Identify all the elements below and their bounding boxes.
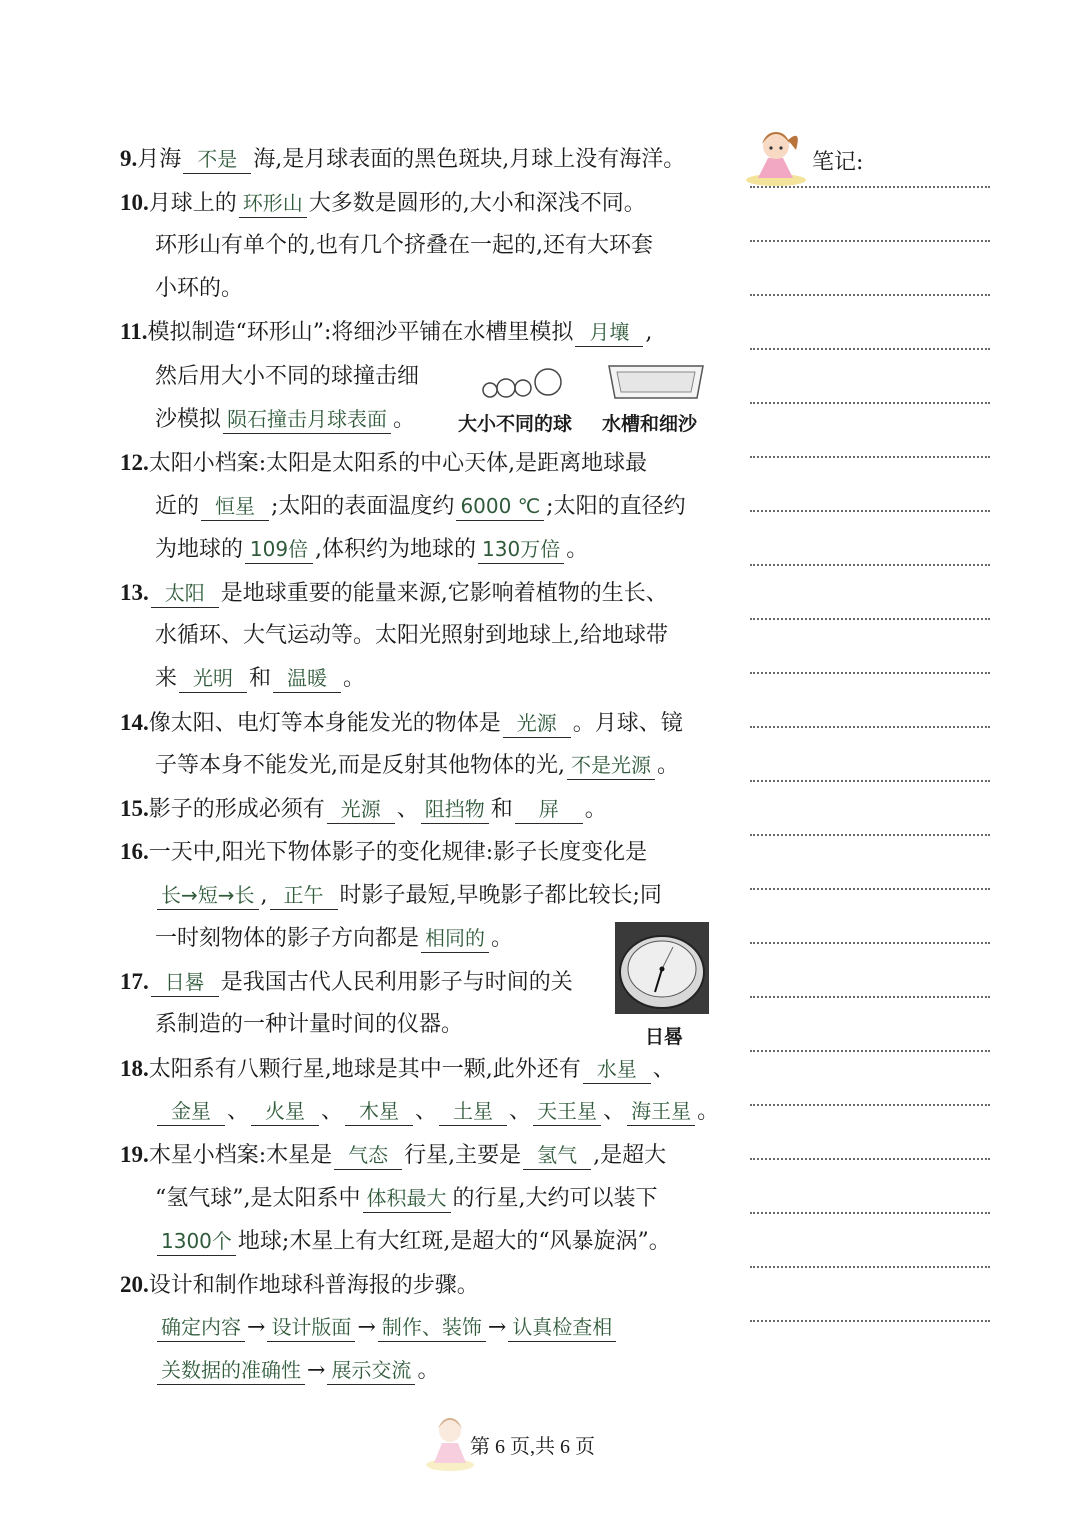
question-number: 12. xyxy=(120,450,149,475)
question-text: ;太阳的表面温度约 xyxy=(271,494,455,519)
question-18-line-2 xyxy=(155,1090,719,1133)
answer-blank[interactable]: 设计版面 xyxy=(267,1313,355,1342)
separator: 、 xyxy=(415,1099,438,1124)
arrow-icon: → xyxy=(247,1315,266,1340)
question-text: 和 xyxy=(249,666,272,691)
question-16 xyxy=(120,830,647,874)
question-text: 子等本身不能发光,而是反射其他物体的光, xyxy=(155,753,565,778)
question-number: 9. xyxy=(120,146,138,171)
question-text: 海,是月球表面的黑色斑块,月球上没有海洋。 xyxy=(253,147,686,172)
question-11-line-2: 然后用大小不同的球撞击细 xyxy=(155,364,420,389)
note-line xyxy=(750,618,990,620)
arrow-icon: → xyxy=(357,1315,376,1340)
question-text: 和 xyxy=(490,797,513,822)
answer-blank[interactable]: 130万倍 xyxy=(478,535,564,564)
question-18 xyxy=(120,1047,675,1091)
question-text: 。 xyxy=(491,926,514,951)
arrow-icon: → xyxy=(487,1315,507,1340)
note-line xyxy=(750,1212,990,1214)
question-19-line-2 xyxy=(155,1177,658,1220)
question-text: 月海 xyxy=(137,147,182,172)
answer-blank[interactable]: 氢气 xyxy=(523,1141,591,1170)
question-14 xyxy=(120,701,683,745)
question-19-line-3 xyxy=(155,1220,671,1263)
answer-blank[interactable]: 海王星 xyxy=(627,1097,695,1126)
answer-blank[interactable]: 温暖 xyxy=(273,664,341,693)
question-13-line-3 xyxy=(155,657,365,700)
notes-title: 笔记: xyxy=(812,150,864,175)
answer-blank[interactable]: 太阳 xyxy=(151,579,219,608)
answer-blank[interactable]: 木星 xyxy=(345,1097,413,1126)
question-text: , xyxy=(645,320,653,345)
question-15 xyxy=(120,787,607,831)
answer-blank[interactable]: 火星 xyxy=(251,1097,319,1126)
question-number: 15. xyxy=(120,796,149,821)
question-text: 木星小档案:木星是 xyxy=(148,1143,333,1168)
question-number: 17. xyxy=(120,969,149,994)
question-text: 是我国古代人民利用影子与时间的关 xyxy=(220,970,573,995)
answer-blank[interactable]: 金星 xyxy=(157,1097,225,1126)
question-text: 是地球重要的能量来源,它影响着植物的生长、 xyxy=(220,581,668,606)
girl-mascot-icon xyxy=(738,118,813,190)
question-20-line-2 xyxy=(155,1306,618,1349)
note-line xyxy=(750,564,990,566)
answer-blank[interactable]: 6000 ℃ xyxy=(456,492,544,521)
question-10-line-3: 小环的。 xyxy=(155,276,244,301)
note-line xyxy=(750,510,990,512)
note-line xyxy=(750,888,990,890)
question-17 xyxy=(120,960,573,1004)
question-16-line-3 xyxy=(155,917,513,960)
question-11 xyxy=(120,310,652,354)
question-text: 、 xyxy=(652,1057,675,1082)
question-text: 行星,主要是 xyxy=(404,1143,522,1168)
question-10 xyxy=(120,181,646,225)
water-tank-caption: 水槽和细沙 xyxy=(602,413,698,435)
question-number: 14. xyxy=(120,710,149,735)
question-text: 来 xyxy=(155,666,178,691)
question-text: ;太阳的直径约 xyxy=(546,494,686,519)
answer-blank[interactable]: 相同的 xyxy=(421,924,489,953)
question-text: 月球上的 xyxy=(148,191,237,216)
water-tank-image xyxy=(605,360,707,404)
question-text: 太阳系有八颗行星,地球是其中一颗,此外还有 xyxy=(148,1057,581,1082)
answer-blank[interactable]: 气态 xyxy=(334,1141,402,1170)
question-14-line-2 xyxy=(155,744,679,787)
answer-blank[interactable]: 日晷 xyxy=(151,968,219,997)
answer-blank[interactable]: 光源 xyxy=(503,709,571,738)
note-line xyxy=(750,1104,990,1106)
question-number: 11. xyxy=(120,319,148,344)
note-line xyxy=(750,834,990,836)
answer-blank[interactable]: 109倍 xyxy=(245,535,313,564)
answer-blank[interactable]: 不是光源 xyxy=(567,751,655,780)
question-text: 模拟制造“环形山”:将细沙平铺在水槽里模拟 xyxy=(147,320,574,345)
question-12-line-2 xyxy=(155,485,686,528)
question-number: 20. xyxy=(120,1272,149,1297)
answer-blank[interactable]: 月壤 xyxy=(575,318,643,347)
note-line xyxy=(750,1320,990,1322)
question-10-line-2: 环形山有单个的,也有几个挤叠在一起的,还有大环套 xyxy=(155,233,653,258)
question-20 xyxy=(120,1263,479,1307)
sundial-caption: 日晷 xyxy=(645,1026,684,1048)
question-number: 13. xyxy=(120,580,149,605)
separator: 、 xyxy=(603,1099,626,1124)
separator: 、 xyxy=(321,1099,344,1124)
answer-blank[interactable]: 光明 xyxy=(179,664,247,693)
question-text: 。 xyxy=(657,753,680,778)
question-20-line-3 xyxy=(155,1349,439,1392)
question-text: 。 xyxy=(584,797,607,822)
question-text: 为地球的 xyxy=(155,537,244,562)
answer-blank[interactable]: 正午 xyxy=(270,881,338,910)
note-line xyxy=(750,1050,990,1052)
question-number: 18. xyxy=(120,1056,149,1081)
question-13 xyxy=(120,571,668,615)
question-text: 。 xyxy=(393,407,416,432)
note-line xyxy=(750,1158,990,1160)
note-line xyxy=(750,996,990,998)
question-13-line-2: 水循环、大气运动等。太阳光照射到地球上,给地球带 xyxy=(155,623,668,648)
question-9 xyxy=(120,137,685,181)
answer-blank[interactable]: 关数据的准确性 xyxy=(157,1356,305,1385)
question-text: 的行星,大约可以装下 xyxy=(452,1186,658,1211)
arrow-icon: → xyxy=(307,1358,326,1383)
separator: 、 xyxy=(509,1099,532,1124)
question-text: 地球;木星上有大红斑,是超大的“风暴旋涡”。 xyxy=(237,1229,671,1254)
question-text: 。 xyxy=(417,1358,440,1383)
answer-blank[interactable]: 陨石撞击月球表面 xyxy=(223,405,391,434)
question-text: 设计和制作地球科普海报的步骤。 xyxy=(148,1273,479,1298)
question-text: 沙模拟 xyxy=(155,407,222,432)
answer-blank[interactable]: 天王星 xyxy=(533,1097,601,1126)
answer-blank[interactable]: 土星 xyxy=(439,1097,507,1126)
question-text: 。 xyxy=(343,666,366,691)
separator: 、 xyxy=(227,1099,250,1124)
note-line xyxy=(750,294,990,296)
question-text: 时影子最短,早晚影子都比较长;同 xyxy=(339,883,662,908)
sundial-image xyxy=(615,922,709,1014)
note-line xyxy=(750,726,990,728)
question-17-line-2: 系制造的一种计量时间的仪器。 xyxy=(155,1012,464,1037)
question-text: 像太阳、电灯等本身能发光的物体是 xyxy=(148,711,501,736)
answer-blank[interactable]: 1300个 xyxy=(157,1227,236,1256)
answer-blank[interactable]: 认真检查相 xyxy=(508,1313,616,1342)
question-text: 太阳小档案:太阳是太阳系的中心天体,是距离地球最 xyxy=(148,451,648,476)
page-footer: 第 6 页,共 6 页 xyxy=(470,1436,595,1458)
note-line xyxy=(750,186,990,188)
answer-blank[interactable]: 恒星 xyxy=(201,492,269,521)
question-text: ,是超大 xyxy=(593,1143,667,1168)
question-text: 影子的形成必须有 xyxy=(148,797,325,822)
answer-blank[interactable]: 光源 xyxy=(327,795,395,824)
answer-blank[interactable]: 屏 xyxy=(515,795,583,824)
answer-blank[interactable]: 展示交流 xyxy=(327,1356,415,1385)
question-text: 近的 xyxy=(155,494,200,519)
question-text: , xyxy=(260,883,268,908)
question-text: ,体积约为地球的 xyxy=(315,537,477,562)
question-19 xyxy=(120,1133,666,1177)
question-11-line-3 xyxy=(155,398,415,441)
answer-blank[interactable]: 环形山 xyxy=(239,189,307,218)
question-text: 一天中,阳光下物体影子的变化规律:影子长度变化是 xyxy=(148,840,648,865)
answer-blank[interactable]: 不是 xyxy=(183,145,251,174)
question-text: 。月球、镜 xyxy=(572,711,683,736)
note-line xyxy=(750,780,990,782)
balls-caption: 大小不同的球 xyxy=(458,413,573,435)
note-line xyxy=(750,402,990,404)
note-line xyxy=(750,1266,990,1268)
question-number: 10. xyxy=(120,190,149,215)
answer-blank[interactable]: 水星 xyxy=(583,1055,651,1084)
question-12 xyxy=(120,441,647,485)
question-text: “氢气球”,是太阳系中 xyxy=(155,1186,361,1211)
question-text: 。 xyxy=(566,537,589,562)
answer-blank[interactable]: 阻挡物 xyxy=(421,795,489,824)
question-number: 19. xyxy=(120,1142,149,1167)
note-line xyxy=(750,942,990,944)
question-16-line-2 xyxy=(155,874,662,917)
answer-blank[interactable]: 确定内容 xyxy=(157,1313,245,1342)
balls-image xyxy=(478,366,568,400)
note-line xyxy=(750,456,990,458)
question-number: 16. xyxy=(120,839,149,864)
note-line xyxy=(750,672,990,674)
answer-blank[interactable]: 长→短→长 xyxy=(157,881,259,910)
question-text: 大多数是圆形的,大小和深浅不同。 xyxy=(308,191,646,216)
note-line xyxy=(750,348,990,350)
answer-blank[interactable]: 制作、装饰 xyxy=(378,1313,486,1342)
question-text: 、 xyxy=(396,797,419,822)
question-12-line-3 xyxy=(155,528,588,571)
answer-blank[interactable]: 体积最大 xyxy=(363,1184,451,1213)
note-line xyxy=(750,240,990,242)
question-text: 一时刻物体的影子方向都是 xyxy=(155,926,420,951)
question-text: 。 xyxy=(697,1099,720,1124)
